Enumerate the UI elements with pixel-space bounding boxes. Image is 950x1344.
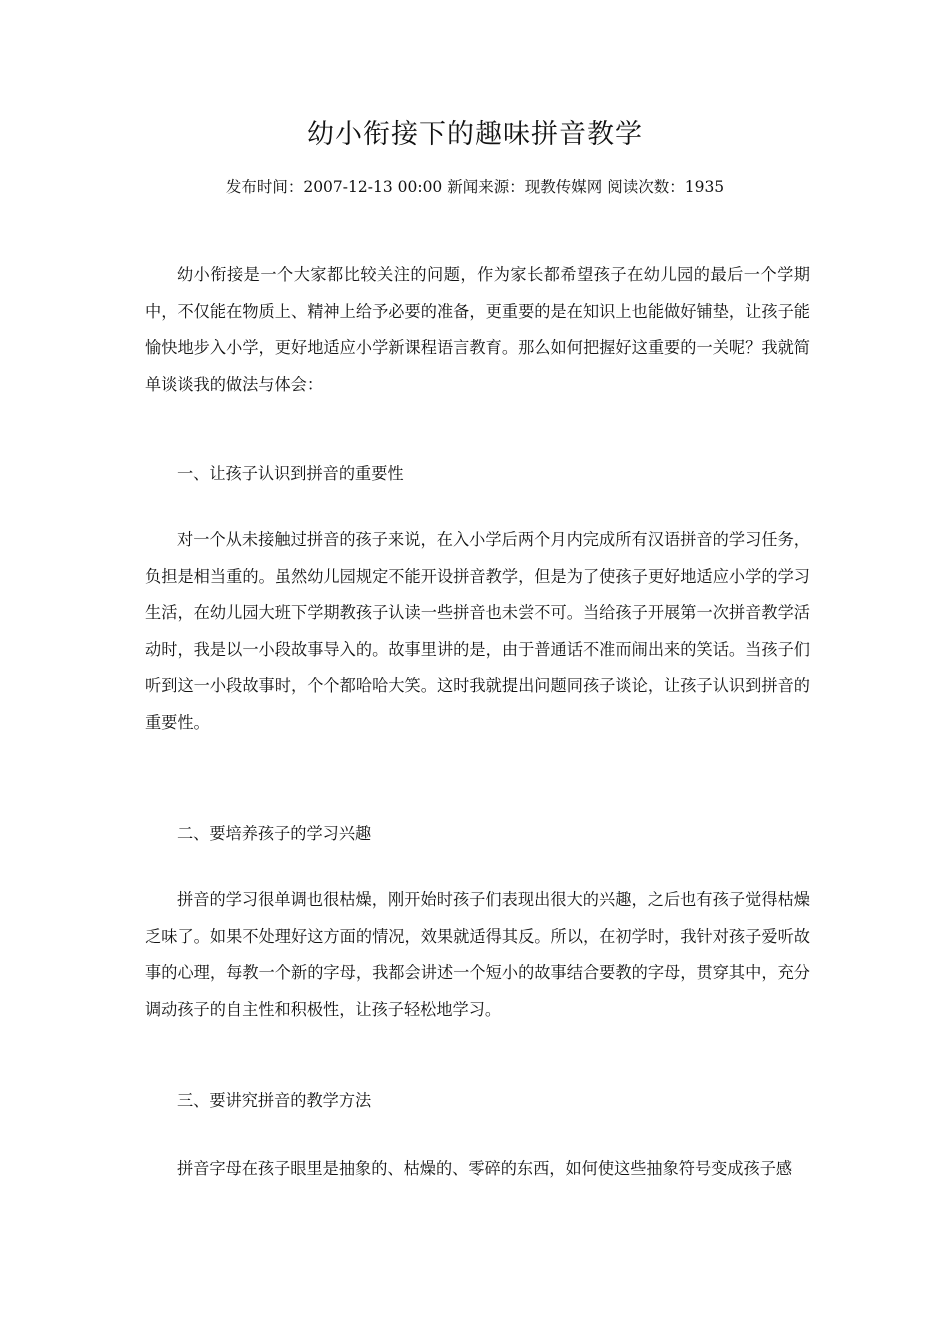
read-count-value: 1935 xyxy=(684,178,725,196)
news-source-label: 新闻来源： xyxy=(447,178,525,196)
publish-time-label: 发布时间： xyxy=(225,178,304,196)
publish-time-value: 2007-12-13 00:00 xyxy=(303,178,443,196)
intro-paragraph: 幼小衔接是一个大家都比较关注的问题，作为家长都希望孩子在幼儿园的最后一个学期中，不仅能在物质上、精神上给予必要的准备，更重要的是在知识上也能做好铺垫，让孩子能愉快地步入小学，更好地适应小学新课程语言教育。那么如何把握好这重要的一关呢？我就简单谈谈我的做法与体会： xyxy=(145,265,810,394)
article-title: 幼小衔接下的趣味拼音教学 xyxy=(307,119,643,150)
section-2-paragraph: 拼音的学习很单调也很枯燥，刚开始时孩子们表现出很大的兴趣，之后也有孩子觉得枯燥乏味了。如果不处理好这方面的情况，效果就适得其反。所以，在初学时，我针对孩子爱听故事的心理，每教一个新的字母，我都会讲述一个短小的故事结合要教的字母，贯穿其中，充分调动孩子的自主性和积极性，让孩子轻松地学习。 xyxy=(145,890,810,1019)
section-1-heading: 一、让孩子认识到拼音的重要性 xyxy=(177,464,404,483)
read-count-label: 阅读次数： xyxy=(607,178,685,196)
section-2-heading: 二、要培养孩子的学习兴趣 xyxy=(177,824,372,843)
article-meta xyxy=(0,175,950,197)
section-1-paragraph: 对一个从未接触过拼音的孩子来说，在入小学后两个月内完成所有汉语拼音的学习任务，负担是相当重的。虽然幼儿园规定不能开设拼音教学，但是为了使孩子更好地适应小学的学习生活，在幼儿园大班下学期教孩子认读一些拼音也未尝不可。当给孩子开展第一次拼音教学活动时，我是以一小段故事导入的。故事里讲的是，由于普通话不准而闹出来的笑话。当孩子们听到这一小段故事时，个个都哈哈大笑。这时我就提出问题同孩子谈论，让孩子认识到拼音的重要性。 xyxy=(145,530,810,732)
news-source-value: 现教传媒网 xyxy=(524,178,603,196)
section-3-paragraph: 拼音字母在孩子眼里是抽象的、枯燥的、零碎的东西，如何使这些抽象符号变成孩子感 xyxy=(177,1159,793,1178)
section-3-heading: 三、要讲究拼音的教学方法 xyxy=(177,1091,372,1110)
